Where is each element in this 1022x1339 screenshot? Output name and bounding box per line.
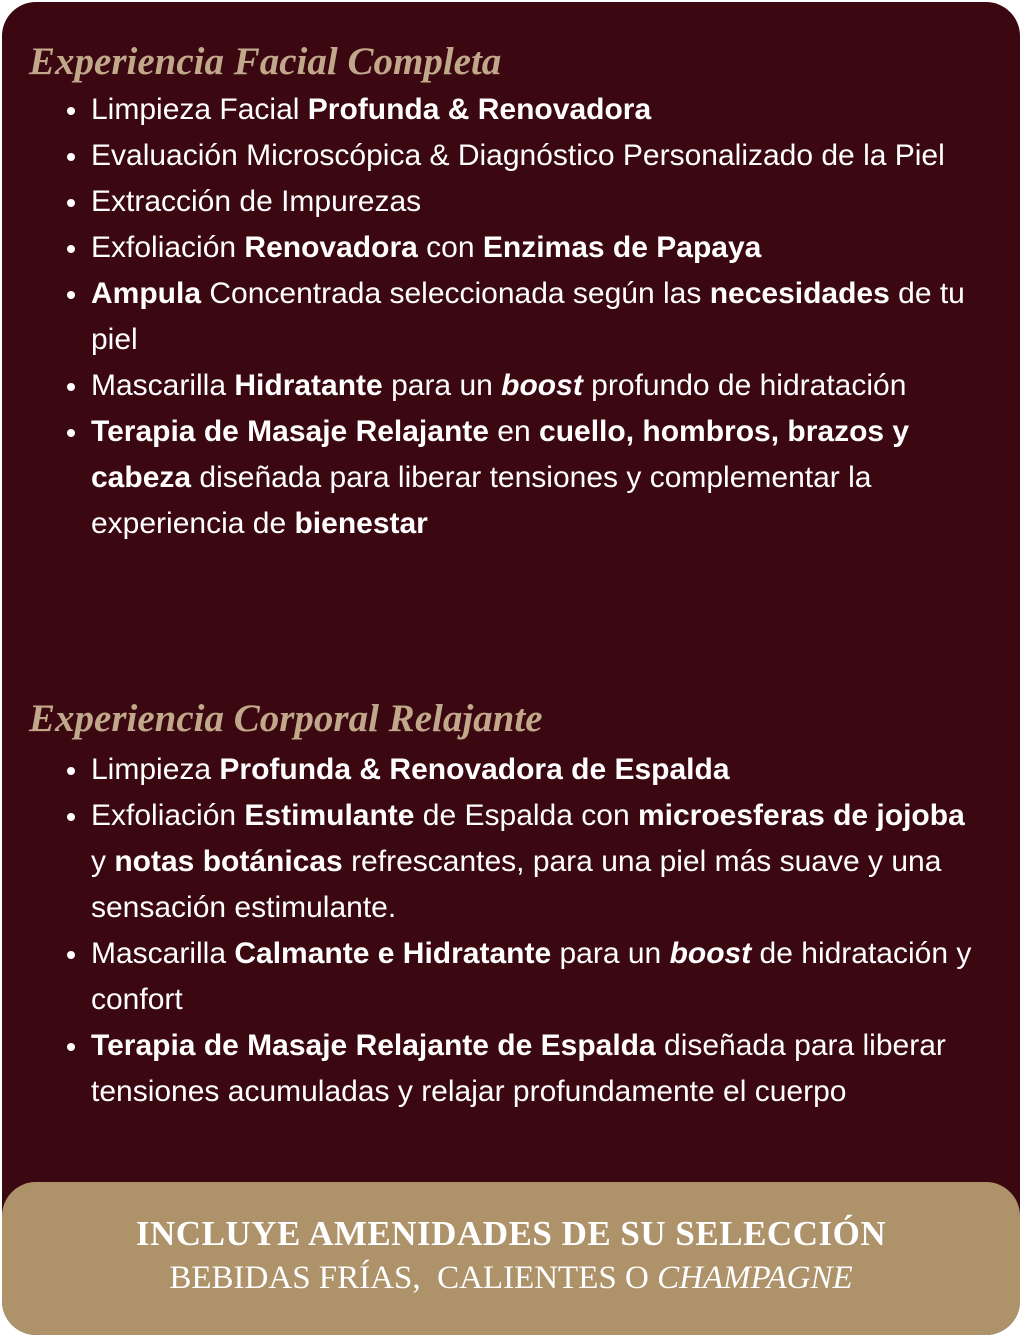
bullet-icon xyxy=(67,107,75,115)
list-item: Evaluación Microscópica & Diagnóstico Personalizado de la Piel xyxy=(2,133,1002,179)
list-item: Mascarilla Hidratante para un boost profundo de hidratación xyxy=(2,363,1002,409)
list-item: Extracción de Impurezas xyxy=(2,179,1002,225)
list-item: Limpieza Profunda & Renovadora de Espalda xyxy=(2,747,1002,793)
list-item: Mascarilla Calmante e Hidratante para un boost de hidratación y confort xyxy=(2,931,1002,1023)
amenities-options: BEBIDAS FRÍAS, CALIENTES O CHAMPAGNE xyxy=(169,1260,853,1296)
section-title-corporal: Experiencia Corporal Relajante xyxy=(29,697,543,740)
section-title-facial: Experiencia Facial Completa xyxy=(29,40,502,83)
amenities-heading: INCLUYE AMENIDADES DE SU SELECCIÓN xyxy=(135,1214,887,1253)
bullet-icon xyxy=(67,813,75,821)
bullet-icon xyxy=(67,429,75,437)
corporal-list xyxy=(2,747,1002,1115)
facial-list xyxy=(2,87,1002,547)
champagne-label: CHAMPAGNE xyxy=(657,1260,853,1296)
bullet-icon xyxy=(67,291,75,299)
bullet-icon xyxy=(67,767,75,775)
bullet-icon xyxy=(67,951,75,959)
bullet-icon xyxy=(67,1043,75,1051)
list-item: Limpieza Facial Profunda & Renovadora xyxy=(2,87,1002,133)
menu-card xyxy=(2,2,1020,1335)
list-item: Exfoliación Renovadora con Enzimas de Papaya xyxy=(2,225,1002,271)
bullet-icon xyxy=(67,153,75,161)
list-item: Ampula Concentrada seleccionada según las necesidades de tu piel xyxy=(2,271,1002,363)
bullet-icon xyxy=(67,245,75,253)
list-item: Exfoliación Estimulante de Espalda con microesferas de jojoba y notas botánicas refrescantes, para una piel más suave y una sensación estimulante. xyxy=(2,793,1002,931)
bullet-icon xyxy=(67,383,75,391)
list-item: Terapia de Masaje Relajante en cuello, hombros, brazos y cabeza diseñada para liberar tensiones y complementar la experiencia de bienestar xyxy=(2,409,1002,547)
bullet-icon xyxy=(67,199,75,207)
list-item: Terapia de Masaje Relajante de Espalda diseñada para liberar tensiones acumuladas y relajar profundamente el cuerpo xyxy=(2,1023,1002,1115)
amenities-footer xyxy=(2,1182,1020,1335)
